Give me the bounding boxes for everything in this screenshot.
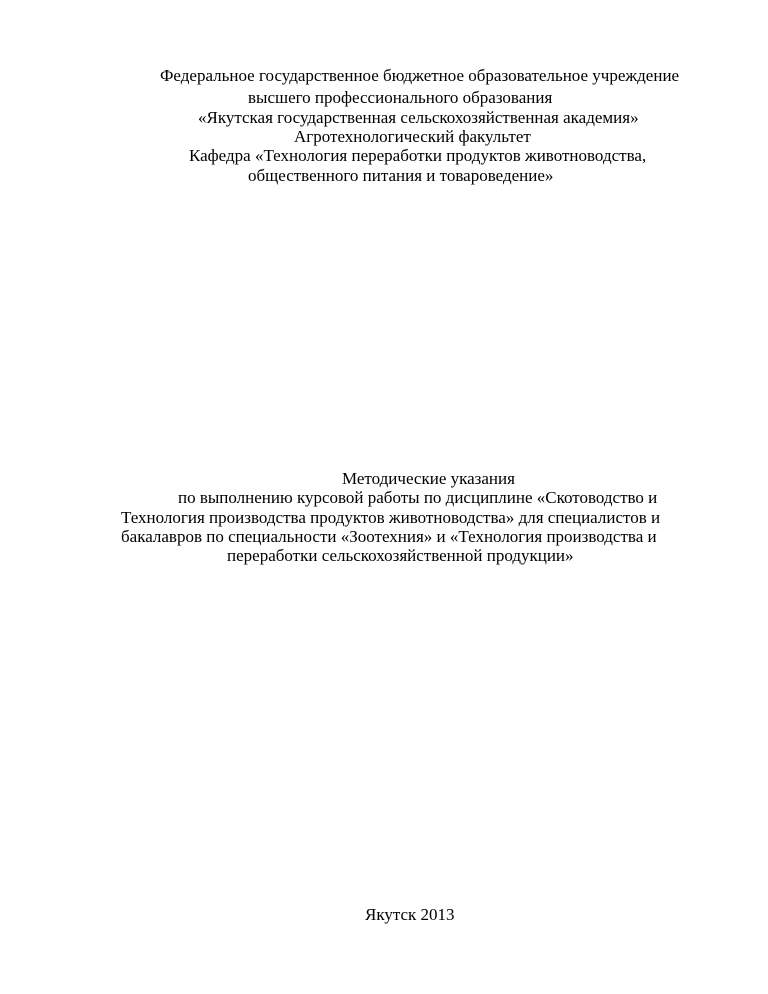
title-line-5: переработки сельскохозяйственной продукции»	[227, 546, 574, 565]
header-line-6: общественного питания и товароведение»	[248, 166, 554, 185]
header-line-2: высшего профессионального образования	[248, 88, 553, 107]
title-line-3: Технология производства продуктов животноводства» для специалистов и	[121, 508, 661, 527]
title-line-2: по выполнению курсовой работы по дисциплине «Скотоводство и	[178, 488, 658, 507]
title-line-4: бакалавров по специальности «Зоотехния» и «Технология производства и	[121, 527, 657, 546]
header-line-3: «Якутская государственная сельскохозяйственная академия»	[198, 108, 639, 127]
header-line-5: Кафедра «Технология переработки продуктов животноводства,	[189, 146, 647, 165]
header-line-4: Агротехнологический факультет	[294, 127, 531, 146]
title-line-1: Методические указания	[342, 469, 515, 488]
city-year: Якутск 2013	[365, 905, 455, 924]
header-line-1: Федеральное государственное бюджетное образовательное учреждение	[160, 66, 680, 85]
